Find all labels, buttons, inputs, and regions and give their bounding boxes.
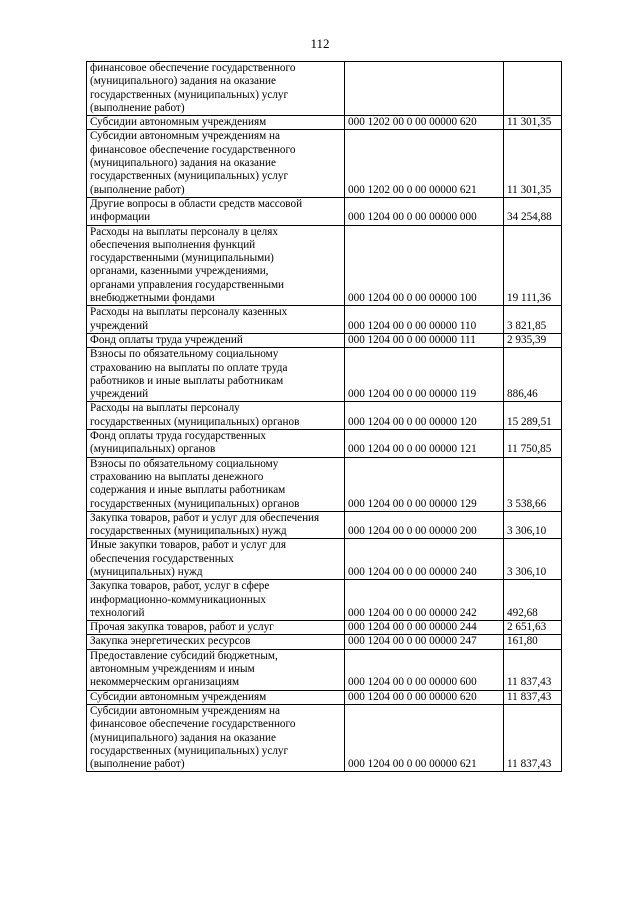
row-name-cell: Закупка товаров, работ, услуг в сфере информационно-коммуникационных технологий — [87, 580, 345, 621]
row-amount-cell: 11 837,43 — [504, 649, 562, 690]
row-amount-cell: 2 935,39 — [504, 333, 562, 347]
row-code-cell: 000 1204 00 0 00 00000 244 — [345, 621, 504, 635]
row-amount-cell: 3 538,66 — [504, 457, 562, 511]
row-amount-cell: 11 837,43 — [504, 704, 562, 771]
row-amount-cell: 3 306,10 — [504, 511, 562, 539]
row-name-cell: Предоставление субсидий бюджетным, автономным учреждениям и иным некоммерческим организациям — [87, 649, 345, 690]
row-name-cell: Субсидии автономным учреждениям — [87, 116, 345, 130]
row-code-cell: 000 1204 00 0 00 00000 600 — [345, 649, 504, 690]
row-amount-cell: 15 289,51 — [504, 402, 562, 430]
table-row — [87, 539, 562, 580]
row-code-cell: 000 1204 00 0 00 00000 100 — [345, 225, 504, 306]
row-code-cell: 000 1204 00 0 00 00000 121 — [345, 430, 504, 458]
row-amount-cell: 34 254,88 — [504, 197, 562, 225]
budget-table-body — [87, 62, 562, 772]
table-row — [87, 62, 562, 116]
table-row — [87, 635, 562, 649]
row-code-cell: 000 1204 00 0 00 00000 120 — [345, 402, 504, 430]
row-code-cell: 000 1204 00 0 00 00000 111 — [345, 333, 504, 347]
table-row — [87, 580, 562, 621]
row-code-cell: 000 1204 00 0 00 00000 242 — [345, 580, 504, 621]
row-code-cell: 000 1204 00 0 00 00000 129 — [345, 457, 504, 511]
table-row — [87, 130, 562, 197]
row-name-cell: Другие вопросы в области средств массовой информации — [87, 197, 345, 225]
table-row — [87, 306, 562, 334]
row-code-cell: 000 1202 00 0 00 00000 621 — [345, 130, 504, 197]
row-amount-cell: 11 301,35 — [504, 116, 562, 130]
table-row — [87, 704, 562, 771]
table-row — [87, 197, 562, 225]
row-amount-cell: 11 837,43 — [504, 690, 562, 704]
row-name-cell: Фонд оплаты труда учреждений — [87, 333, 345, 347]
row-code-cell: 000 1204 00 0 00 00000 110 — [345, 306, 504, 334]
row-name-cell: Прочая закупка товаров, работ и услуг — [87, 621, 345, 635]
budget-table — [86, 61, 562, 772]
row-name-cell: Расходы на выплаты персоналу казенных учреждений — [87, 306, 345, 334]
row-code-cell: 000 1204 00 0 00 00000 240 — [345, 539, 504, 580]
table-row — [87, 690, 562, 704]
row-amount-cell: 2 651,63 — [504, 621, 562, 635]
table-row — [87, 430, 562, 458]
row-code-cell: 000 1204 00 0 00 00000 621 — [345, 704, 504, 771]
page-number: 112 — [310, 36, 330, 51]
row-amount-cell: 19 111,36 — [504, 225, 562, 306]
row-name-cell: Закупка товаров, работ и услуг для обеспечения государственных (муниципальных) нужд — [87, 511, 345, 539]
row-amount-cell: 3 306,10 — [504, 539, 562, 580]
row-amount-cell — [504, 62, 562, 116]
table-row — [87, 402, 562, 430]
table-row — [87, 348, 562, 402]
row-amount-cell: 11 301,35 — [504, 130, 562, 197]
row-amount-cell: 11 750,85 — [504, 430, 562, 458]
row-name-cell: Закупка энергетических ресурсов — [87, 635, 345, 649]
row-name-cell: Иные закупки товаров, работ и услуг для обеспечения государственных (муниципальных) нужд — [87, 539, 345, 580]
row-name-cell: Фонд оплаты труда государственных (муниципальных) органов — [87, 430, 345, 458]
table-row — [87, 116, 562, 130]
row-code-cell: 000 1204 00 0 00 00000 620 — [345, 690, 504, 704]
row-code-cell: 000 1204 00 0 00 00000 200 — [345, 511, 504, 539]
row-code-cell: 000 1204 00 0 00 00000 119 — [345, 348, 504, 402]
row-name-cell: Расходы на выплаты персоналу в целях обеспечения выполнения функций государственными (муниципальными) органами, казенными учреждениями, органами управления государственными внебюджетными фондами — [87, 225, 345, 306]
row-name-cell: Взносы по обязательному социальному страхованию на выплаты по оплате труда работников и иные выплаты работникам учреждений — [87, 348, 345, 402]
row-amount-cell: 492,68 — [504, 580, 562, 621]
row-amount-cell: 886,46 — [504, 348, 562, 402]
table-row — [87, 333, 562, 347]
row-name-cell: Субсидии автономным учреждениям на финансовое обеспечение государственного (муниципального) задания на оказание государственных (муниципальных) услуг (выполнение работ) — [87, 704, 345, 771]
table-row — [87, 649, 562, 690]
row-name-cell: Субсидии автономным учреждениям — [87, 690, 345, 704]
table-row — [87, 511, 562, 539]
row-code-cell — [345, 62, 504, 116]
table-row — [87, 621, 562, 635]
row-code-cell: 000 1204 00 0 00 00000 247 — [345, 635, 504, 649]
row-amount-cell: 3 821,85 — [504, 306, 562, 334]
table-row — [87, 225, 562, 306]
row-name-cell: Взносы по обязательному социальному страхованию на выплаты денежного содержания и иные выплаты работникам государственных (муниципальных) органов — [87, 457, 345, 511]
row-code-cell: 000 1204 00 0 00 00000 000 — [345, 197, 504, 225]
row-name-cell: Субсидии автономным учреждениям на финансовое обеспечение государственного (муниципального) задания на оказание государственных (муниципальных) услуг (выполнение работ) — [87, 130, 345, 197]
row-amount-cell: 161,80 — [504, 635, 562, 649]
row-name-cell: финансовое обеспечение государственного (муниципального) задания на оказание государственных (муниципальных) услуг (выполнение работ) — [87, 62, 345, 116]
row-code-cell: 000 1202 00 0 00 00000 620 — [345, 116, 504, 130]
table-row — [87, 457, 562, 511]
row-name-cell: Расходы на выплаты персоналу государственных (муниципальных) органов — [87, 402, 345, 430]
